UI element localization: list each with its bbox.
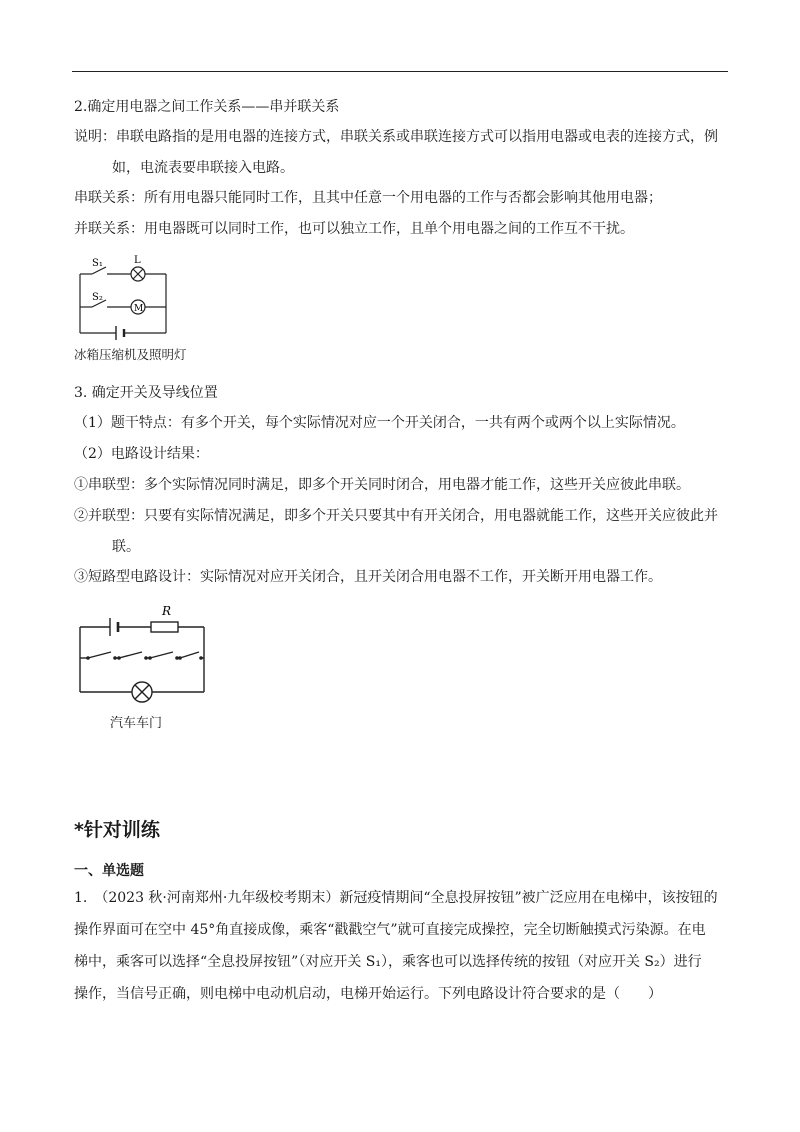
fridge-circuit-diagram <box>74 250 194 345</box>
parallel-type-line1: ②并联型：只要有实际情况满足，即多个开关只要其中有开关闭合，用电器就能工作，这些开关应彼此并 <box>74 508 718 524</box>
section2-note-line1: 说明：串联电路指的是用电器的连接方式，串联关系或串联连接方式可以指用电器或电表的连接方式，例 <box>74 129 718 145</box>
label-r: R <box>162 604 172 618</box>
section3-item2: （2）电路设计结果： <box>74 446 209 462</box>
section3-title: 3. 确定开关及导线位置 <box>74 385 218 401</box>
series-relation: 串联关系：所有用电器只能同时工作，且其中任意一个用电器的工作与否都会影响其他用电器； <box>74 190 662 206</box>
training-heading: *针对训练 <box>74 819 160 841</box>
label-s1: S₁ <box>92 258 103 269</box>
label-m: M <box>134 304 144 314</box>
single-choice-heading: 一、单选题 <box>74 863 144 879</box>
label-s2: S₂ <box>92 292 103 303</box>
question1-line1: 1. （2023 秋·河南郑州·九年级校考期末）新冠疫情期间“全息投屏按钮”被广泛应用在电梯中，该按钮的 <box>74 890 718 906</box>
parallel-relation: 并联关系：用电器既可以同时工作，也可以独立工作，且单个用电器之间的工作互不干扰。 <box>74 221 634 237</box>
series-type: ①串联型：多个实际情况同时满足，即多个开关同时闭合，用电器才能工作，这些开关应彼此串联。 <box>74 477 690 493</box>
parallel-type-line2: 联。 <box>112 539 140 555</box>
car-door-circuit-diagram <box>74 600 214 710</box>
question1-line3: 梯中，乘客可以选择“全息投屏按钮”（对应开关 S₁），乘客也可以选择传统的按钮（对应开关 S₂）进行 <box>74 954 702 970</box>
short-circuit-type: ③短路型电路设计：实际情况对应开关闭合，且开关闭合用电器不工作，开关断开用电器工作。 <box>74 569 662 585</box>
label-l: L <box>134 255 141 266</box>
car-door-caption: 汽车车门 <box>110 716 163 731</box>
section2-note-line2: 如，电流表要串联接入电路。 <box>112 160 294 176</box>
fridge-circuit-caption: 冰箱压缩机及照明灯 <box>74 347 187 362</box>
question1-line2: 操作界面可在空中 45°角直接成像，乘客“戳戳空气”就可直接完成操控，完全切断触摸式污染源。在电 <box>74 922 706 938</box>
section3-item1: （1）题干特点：有多个开关，每个实际情况对应一个开关闭合，一共有两个或两个以上实际情况。 <box>74 415 685 431</box>
question1-line4: 操作，当信号正确，则电梯中电动机启动，电梯开始运行。下列电路设计符合要求的是（ ） <box>74 986 662 1002</box>
section2-title: 2.确定用电器之间工作关系——串并联关系 <box>74 99 340 115</box>
header-rule <box>72 71 728 72</box>
